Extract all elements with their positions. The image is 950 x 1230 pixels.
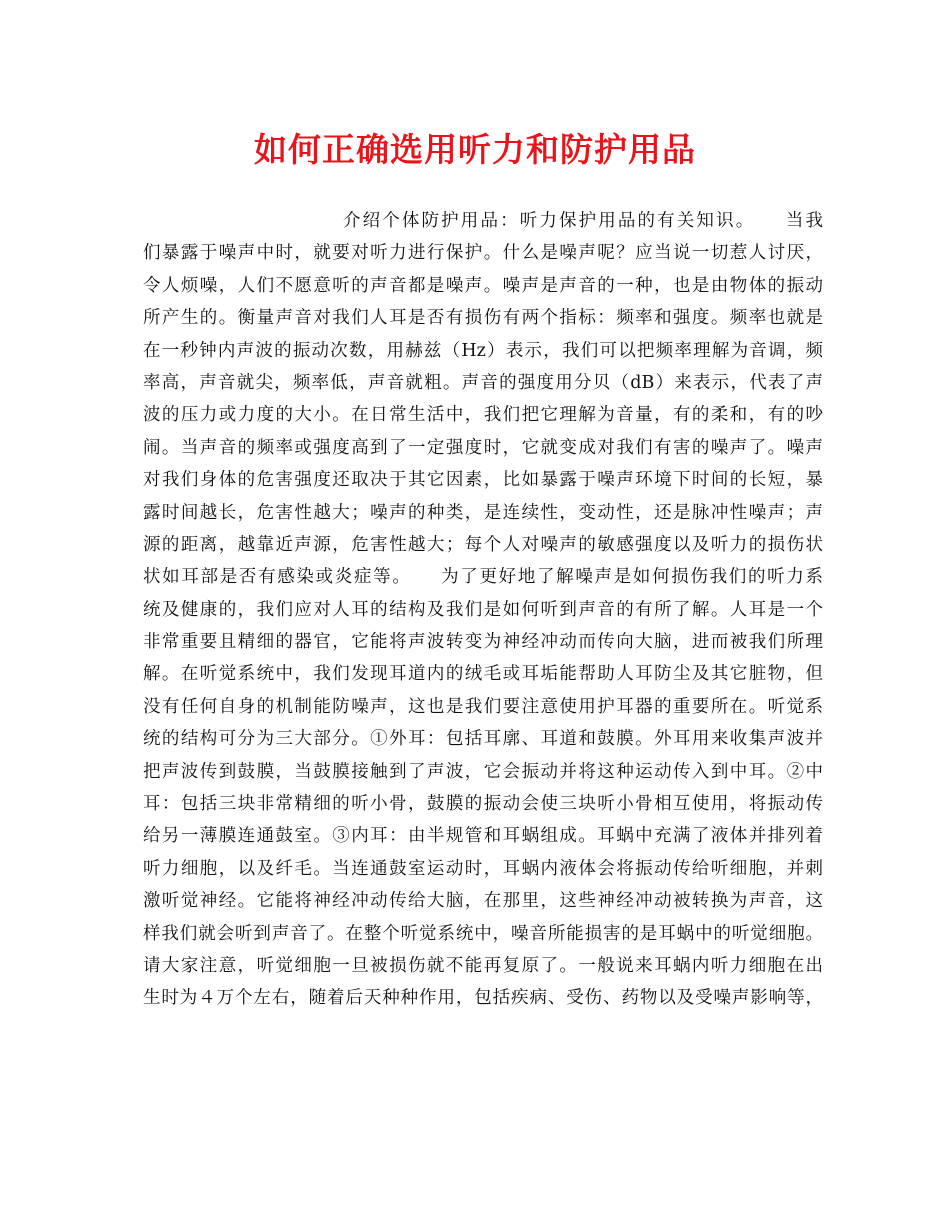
document-body (143, 205, 823, 1015)
body-line: 统及健康的，我们应对人耳的结构及我们是如何听到声音的有所了解。人耳是一个 (143, 599, 823, 620)
body-line: 露时间越长，危害性越大；噪声的种类，是连续性，变动性，还是脉冲性噪声；声 (143, 502, 823, 523)
body-line: 请大家注意，听觉细胞一旦被损伤就不能再复原了。一般说来耳蜗内听力细胞在出 (143, 955, 823, 976)
body-line: 介绍个体防护用品：听力保护用品的有关知识。 当我 (343, 211, 823, 231)
body-line: 没有任何自身的机制能防噪声，这也是我们要注意使用护耳器的重要所在。听觉系 (143, 696, 823, 717)
body-line: 激听觉神经。它能将神经冲动传给大脑，在那里，这些神经冲动被转换为声音，这 (143, 891, 823, 912)
body-line: 波的压力或力度的大小。在日常生活中，我们把它理解为音量，有的柔和，有的吵 (143, 405, 823, 426)
body-line: 在一秒钟内声波的振动次数，用赫兹（Hz）表示，我们可以把频率理解为音调，频 (143, 340, 823, 361)
body-line: 把声波传到鼓膜，当鼓膜接触到了声波，它会振动并将这种运动传入到中耳。②中 (143, 761, 823, 782)
body-line: 给另一薄膜连通鼓室。③内耳：由半规管和耳蜗组成。耳蜗中充满了液体并排列着 (143, 826, 823, 847)
body-line: 解。在听觉系统中，我们发现耳道内的绒毛或耳垢能帮助人耳防尘及其它脏物，但 (143, 664, 823, 685)
body-line: 耳：包括三块非常精细的听小骨，鼓膜的振动会使三块听小骨相互使用，将振动传 (143, 794, 823, 815)
body-line: 样我们就会听到声音了。在整个听觉系统中，噪音所能损害的是耳蜗中的听觉细胞。 (143, 923, 823, 944)
body-line: 源的距离，越靠近声源，危害性越大；每个人对噪声的敏感强度以及听力的损伤状 (143, 534, 823, 555)
body-line: 统的结构可分为三大部分。①外耳：包括耳廓、耳道和鼓膜。外耳用来收集声波并 (143, 729, 823, 750)
body-line: 令人烦噪，人们不愿意听的声音都是噪声。噪声是声音的一种，也是由物体的振动 (143, 275, 823, 296)
document-title: 如何正确选用听力和防护用品 (254, 130, 696, 169)
body-line: 非常重要且精细的器官，它能将声波转变为神经冲动而传向大脑，进而被我们所理 (143, 632, 823, 653)
body-line: 闹。当声音的频率或强度高到了一定强度时，它就变成对我们有害的噪声了。噪声 (143, 437, 823, 458)
body-line: 听力细胞，以及纤毛。当连通鼓室运动时，耳蜗内液体会将振动传给听细胞，并刺 (143, 858, 823, 879)
body-line: 生时为４万个左右，随着后天种种作用，包括疾病、受伤、药物以及受噪声影响等， (143, 988, 823, 1009)
body-line: 所产生的。衡量声音对我们人耳是否有损伤有两个指标：频率和强度。频率也就是 (143, 308, 823, 329)
body-line: 们暴露于噪声中时，就要对听力进行保护。什么是噪声呢？应当说一切惹人讨厌， (143, 243, 823, 264)
body-line: 对我们身体的危害强度还取决于其它因素，比如暴露于噪声环境下时间的长短，暴 (143, 470, 823, 491)
body-line: 率高，声音就尖，频率低，声音就粗。声音的强度用分贝（dB）来表示，代表了声 (143, 372, 823, 393)
body-line: 状如耳部是否有感染或炎症等。 为了更好地了解噪声是如何损伤我们的听力系 (143, 567, 823, 588)
